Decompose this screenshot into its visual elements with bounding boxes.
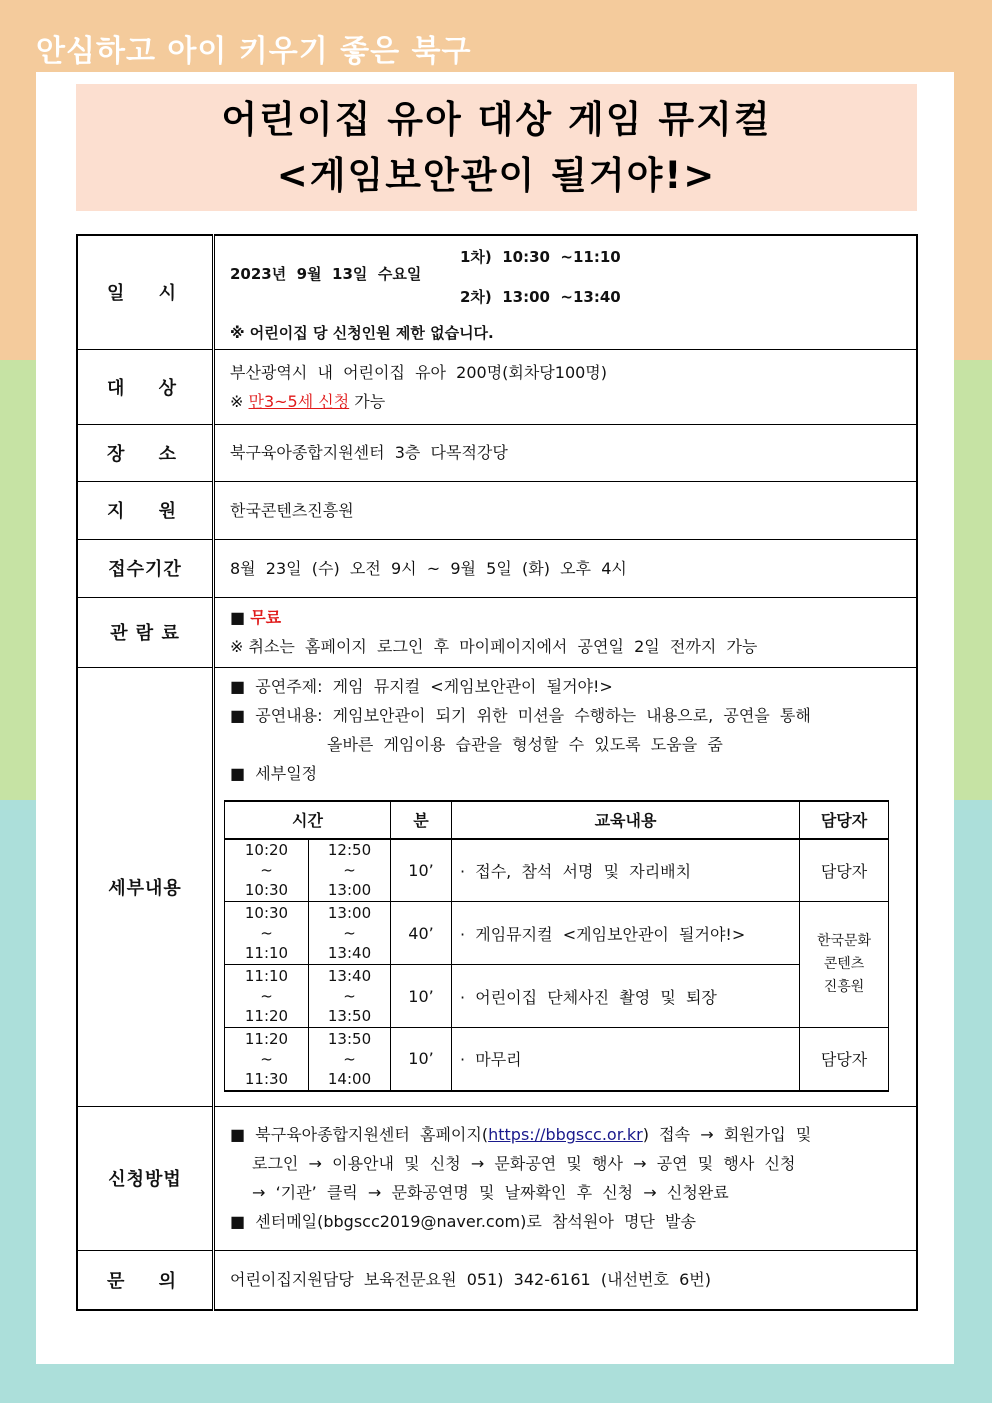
header-content: 교육내용 <box>452 801 800 839</box>
row-apply <box>77 1106 917 1250</box>
time-slot-2: 13:40 ~ 13:50 <box>309 965 391 1028</box>
row-period <box>77 539 917 597</box>
minutes: 10’ <box>391 1028 452 1091</box>
time-slot-1: 11:10 ~ 11:20 <box>225 965 309 1028</box>
row-details <box>77 667 917 1106</box>
fee-note: ※ 취소는 홈페이지 로그인 후 마이페이지에서 공연일 2일 전까지 가능 <box>230 637 758 656</box>
info-table <box>76 234 918 1311</box>
homepage-link[interactable]: https://bbgscc.or.kr <box>488 1125 643 1144</box>
activity: · 마무리 <box>452 1028 800 1091</box>
label-fee: 관 람 료 <box>77 597 214 667</box>
details-schedule-heading: ■ 세부일정 <box>230 763 318 783</box>
fee-line <box>230 603 916 632</box>
age-highlight: 만3~5세 신청 <box>248 391 350 411</box>
apply-line-2: 로그인 → 이용안내 및 신청 → 문화공연 및 행사 → 공연 및 행사 신청 <box>252 1154 796 1173</box>
activity: · 게임뮤지컬 <게임보안관이 될거야!> <box>452 902 800 965</box>
target-note: ※ 만3~5세 신청 가능 <box>230 391 386 411</box>
apply-line-1: ■ 북구육아종합지원센터 홈페이지(https://bbgscc.or.kr) 접속 → 회원가입 및 <box>230 1125 812 1144</box>
session-2-time: 2차) 13:00 ~13:40 <box>460 288 621 307</box>
session-1-time: 1차) 10:30 ~11:10 <box>460 248 621 267</box>
staff: 담당자 <box>800 1028 889 1091</box>
title-line-2: <게임보안관이 될거야!> <box>276 153 717 197</box>
label-contact: 문 의 <box>77 1250 214 1310</box>
time-slot-1: 11:20 ~ 11:30 <box>225 1028 309 1091</box>
schedule-table <box>224 800 889 1092</box>
details-content: ■ 공연내용: 게임보안관이 되기 위한 미션을 수행하는 내용으로, 공연을 통해 <box>230 705 811 725</box>
label-date: 일 시 <box>77 235 214 349</box>
target-text: 부산광역시 내 어린이집 유아 200명(회차당100명) <box>230 362 608 382</box>
title-box <box>76 84 917 211</box>
header-time: 시간 <box>225 801 391 839</box>
staff: 한국문화 콘텐츠 진흥원 <box>800 902 889 1028</box>
label-apply: 신청방법 <box>77 1106 214 1250</box>
details-content-cont: 올바른 게임이용 습관을 형성할 수 있도록 도움을 줌 <box>327 734 723 754</box>
time-slot-2: 12:50 ~ 13:00 <box>309 839 391 902</box>
schedule-row <box>225 839 889 902</box>
row-date <box>77 235 917 349</box>
header-minutes: 분 <box>391 801 452 839</box>
schedule-row <box>225 965 889 1028</box>
details-topic: ■ 공연주제: 게임 뮤지컬 <게임보안관이 될거야!> <box>230 676 613 696</box>
time-slot-1: 10:20 ~ 10:30 <box>225 839 309 902</box>
square-bullet-icon: ■ <box>230 608 246 627</box>
schedule-row <box>225 902 889 965</box>
slogan: 안심하고 아이 키우기 좋은 북구 <box>36 34 472 69</box>
row-target <box>77 349 917 424</box>
activity: · 어린이집 단체사진 촬영 및 퇴장 <box>452 965 800 1028</box>
period-text: 8월 23일 (수) 오전 9시 ~ 9월 5일 (화) 오후 4시 <box>230 558 627 578</box>
label-period: 접수기간 <box>77 539 214 597</box>
support-text: 한국콘텐츠진흥원 <box>230 500 354 520</box>
date-note: ※ 어린이집 당 신청인원 제한 없습니다. <box>230 324 494 343</box>
schedule-row <box>225 1028 889 1091</box>
staff: 담당자 <box>800 839 889 902</box>
place-text: 북구육아종합지원센터 3층 다목적강당 <box>230 443 508 462</box>
event-date: 2023년 9월 13일 수요일 <box>230 265 422 284</box>
contact-text: 어린이집지원담당 보육전문요원 051) 342-6161 (내선번호 6번) <box>230 1270 712 1290</box>
row-fee <box>77 597 917 667</box>
minutes: 10’ <box>391 965 452 1028</box>
fee-value: 무료 <box>250 608 282 627</box>
activity: · 접수, 참석 서명 및 자리배치 <box>452 839 800 902</box>
label-support: 지 원 <box>77 481 214 539</box>
time-slot-2: 13:50 ~ 14:00 <box>309 1028 391 1091</box>
header-staff: 담당자 <box>800 801 889 839</box>
minutes: 10’ <box>391 839 452 902</box>
title-line-1: 어린이집 유아 대상 게임 뮤지컬 <box>221 97 772 141</box>
time-slot-1: 10:30 ~ 11:10 <box>225 902 309 965</box>
apply-line-4: ■ 센터메일(bbgscc2019@naver.com)로 참석원아 명단 발송 <box>230 1212 696 1231</box>
apply-line-3: → ‘기관’ 클릭 → 문화공연명 및 날짜확인 후 신청 → 신청완료 <box>252 1183 729 1202</box>
label-target: 대 상 <box>77 349 214 424</box>
time-slot-2: 13:00 ~ 13:40 <box>309 902 391 965</box>
minutes: 40’ <box>391 902 452 965</box>
label-details: 세부내용 <box>77 667 214 1106</box>
row-place <box>77 424 917 481</box>
row-support <box>77 481 917 539</box>
row-contact <box>77 1250 917 1310</box>
label-place: 장 소 <box>77 424 214 481</box>
